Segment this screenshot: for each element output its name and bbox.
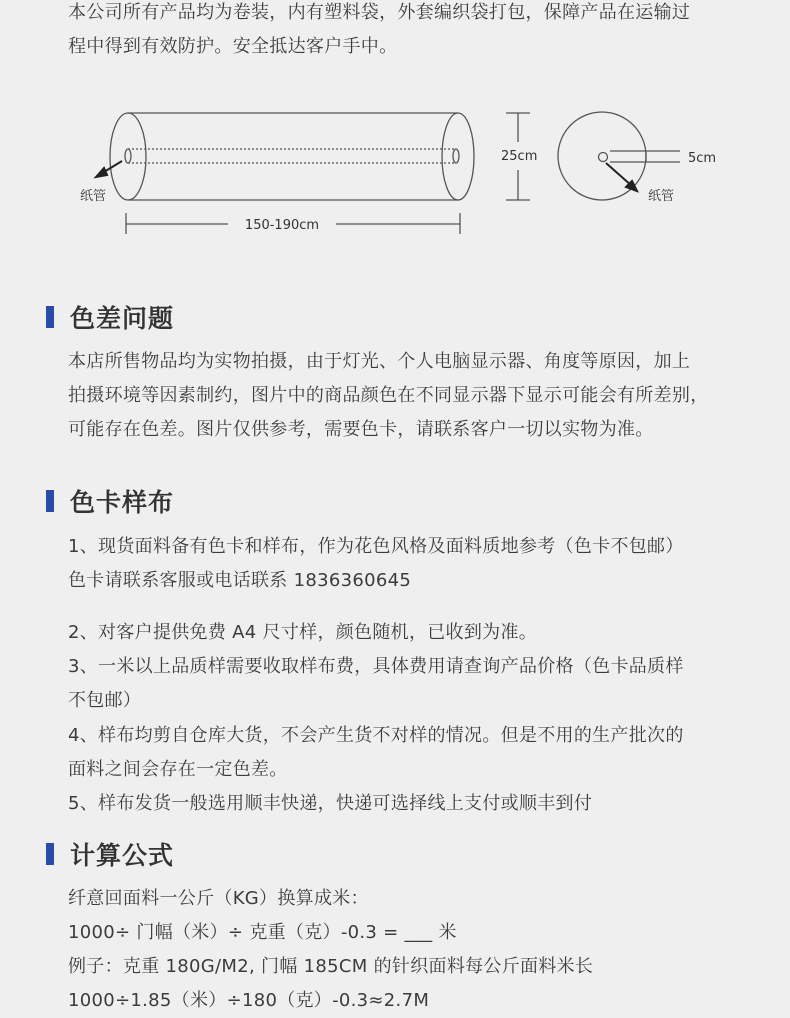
formula-line-2: 1000÷ 门幅（米）÷ 克重（克）-0.3 = ___ 米 <box>68 922 457 943</box>
packaging-line-2: 程中得到有效防护。安全抵达客户手中。 <box>68 36 398 57</box>
roll-right-end <box>442 113 474 200</box>
color-card-line-1: 1、现货面料备有色卡和样布，作为花色风格及面料质地参考（色卡不包邮） <box>68 536 684 557</box>
core-right-end <box>453 149 459 163</box>
section-title: 色差问题 <box>70 304 175 333</box>
section-heading-color-diff <box>46 302 174 332</box>
color-card-line-8: 5、样布发货一般选用顺丰快递，快递可选择线上支付或顺丰到付 <box>68 793 593 814</box>
core-end-view <box>599 153 608 162</box>
color-card-line-5: 不包邮） <box>68 690 142 711</box>
core-dimension-lines <box>610 151 680 162</box>
formula-line-3: 例子：克重 180G/M2, 门幅 185CM 的针织面料每公斤面料米长 <box>68 956 594 977</box>
color-card-line-4: 3、一米以上品质样需要收取样布费，具体费用请查询产品价格（色卡品质样 <box>68 656 684 677</box>
roll-dimension-diagram <box>0 100 790 250</box>
formula-line-4: 1000÷1.85（米）÷180（克）-0.3≈2.7M <box>68 990 430 1011</box>
core-left-end <box>125 149 131 163</box>
color-diff-line-3: 可能存在色差。图片仅供参考，需要色卡，请联系客户一切以实物为准。 <box>68 419 654 440</box>
roll-left-end <box>110 113 146 200</box>
tube-label-left: 纸管 <box>80 189 107 204</box>
color-diff-line-1: 本店所售物品均为实物拍摄，由于灯光、个人电脑显示器、角度等原因，加上 <box>68 351 691 372</box>
section-title: 计算公式 <box>70 841 175 870</box>
packaging-line-1: 本公司所有产品均为卷装，内有塑料袋，外套编织袋打包，保障产品在运输过 <box>68 2 691 23</box>
color-card-line-2: 色卡请联系客服或电话联系 1836360645 <box>68 570 412 591</box>
length-label: 150-190cm <box>244 218 320 233</box>
section-heading-formula <box>46 839 174 869</box>
color-card-line-7: 面料之间会存在一定色差。 <box>68 759 288 780</box>
color-card-line-6: 4、样布均剪自仓库大货，不会产生货不对样的情况。但是不用的生产批次的 <box>68 725 684 746</box>
heading-accent-bar <box>46 306 54 328</box>
core-label: 5cm <box>688 151 717 166</box>
heading-accent-bar <box>46 490 54 512</box>
section-heading-color-card <box>46 486 174 516</box>
tube-label-right: 纸管 <box>648 189 675 204</box>
section-title: 色卡样布 <box>70 488 175 517</box>
roll-body <box>128 113 458 200</box>
heading-accent-bar <box>46 843 54 865</box>
formula-line-1: 纤意回面料一公斤（KG）换算成米： <box>68 888 369 909</box>
diameter-label: 25cm <box>501 149 538 164</box>
color-card-line-3: 2、对客户提供免费 A4 尺寸样，颜色随机，已收到为准。 <box>68 622 538 643</box>
color-diff-line-2: 拍摄环境等因素制约，图片中的商品颜色在不同显示器下显示可能会有所差别， <box>68 385 709 406</box>
